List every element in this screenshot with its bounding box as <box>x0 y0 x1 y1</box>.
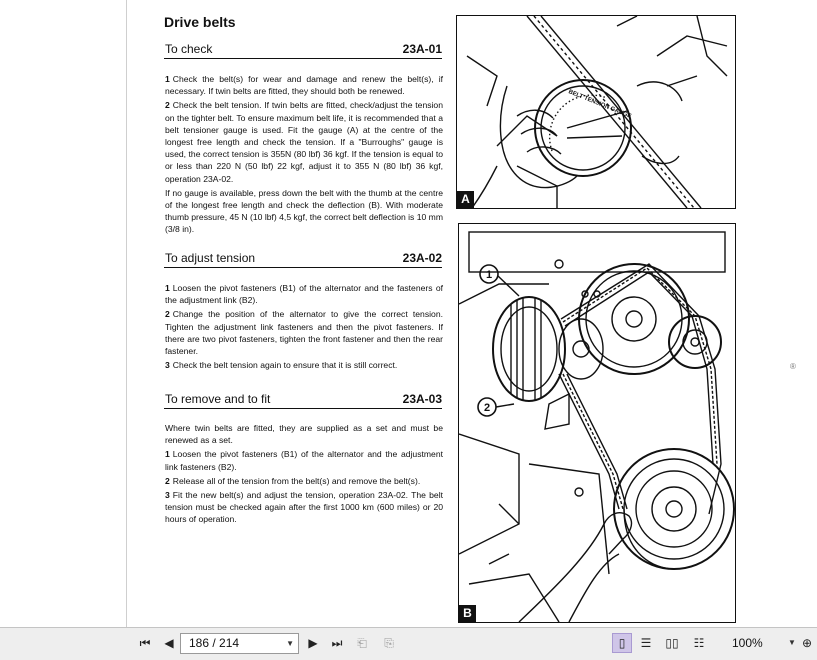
step-number: 3 <box>165 360 170 371</box>
next-page-icon[interactable]: ▶ <box>308 636 318 650</box>
section-title: To remove and to fit <box>165 392 271 406</box>
paragraph <box>165 282 443 306</box>
paragraph <box>165 99 443 184</box>
book-view-icon[interactable]: ☷ <box>693 636 705 650</box>
section-header-adjust-tension <box>164 249 442 268</box>
page-number-value: 186 / 214 <box>189 636 240 650</box>
page-number-field[interactable] <box>180 633 299 654</box>
paragraph-text: Where twin belts are fitted, they are supplied as a set and must be renewed as a set. <box>165 423 443 446</box>
paragraph <box>165 475 443 487</box>
step-number: 1 <box>165 74 170 84</box>
section-body-adjust-tension <box>165 282 443 373</box>
step-number: 1 <box>165 449 170 460</box>
paragraph-text: Check the belt tension again to ensure that it is still correct. <box>172 360 398 371</box>
paragraph <box>165 448 443 472</box>
step-number: 2 <box>165 475 170 486</box>
step-number: 3 <box>165 490 170 501</box>
paragraph-text: Loosen the pivot fasteners (B1) of the alternator and the adjustment link fasteners (B2). <box>165 449 443 472</box>
section-title: To adjust tension <box>165 251 256 265</box>
figure-b-alternator <box>458 223 736 623</box>
paragraph <box>165 187 443 236</box>
step-number: 2 <box>165 309 170 320</box>
paragraph-text: If no gauge is available, press down the belt with the thumb at the centre of the longest free length and check the deflection (B). With moderate thumb pressure, 45 N (10 lbf) 4,5 kgf, the correct belt deflection is 10 mm (3/8 in). <box>165 187 443 235</box>
step-number: 1 <box>165 283 170 293</box>
first-page-icon[interactable]: ⏮ <box>139 636 151 650</box>
paragraph <box>165 422 443 446</box>
section-title: To check <box>165 42 213 56</box>
page-title: Drive belts <box>164 14 236 30</box>
zoom-dropdown-icon[interactable]: ▼ <box>788 638 796 647</box>
margin-mark: ® <box>790 362 796 371</box>
figure-b-illustration <box>459 224 735 622</box>
paragraph <box>165 73 443 97</box>
paragraph-text: Release all of the tension from the belt(s) and remove the belt(s). <box>172 475 421 486</box>
history-back-icon[interactable]: ⎗ <box>357 636 367 650</box>
section-code: 23A-02 <box>402 251 442 265</box>
paragraph <box>165 489 443 526</box>
previous-page-icon[interactable]: ◀ <box>164 636 174 650</box>
paragraph-text: Change the position of the alternator to give the correct tension. Tighten the adjustment link fasteners and then the pivot fasteners. If there are two pivot fasteners, tighten the front fastener and then the rear fastener. <box>165 309 443 357</box>
figure-a-tag: A <box>457 191 474 208</box>
section-body-to-check <box>165 73 443 238</box>
step-number: 2 <box>165 100 170 111</box>
section-header-to-check <box>164 40 442 59</box>
chevron-down-icon[interactable]: ▼ <box>286 639 294 648</box>
single-page-view-icon[interactable]: ▯ <box>612 633 632 653</box>
history-forward-icon[interactable]: ⎘ <box>384 636 394 650</box>
paragraph-text: Loosen the pivot fasteners (B1) of the alternator and the fasteners of the adjustment link (B2). <box>165 283 443 306</box>
paragraph-text: Check the belt tension. If twin belts are fitted, check/adjust the tension on the tighter belt. To ensure maximum belt life, it is recommended that a belt tensioner gauge is used. Fit the gauge (A) at the centre of the longest free length and check the tension. If a "Burroughs" gauge is used, the correct tension is 355N (80 lbf) 36 kgf. If the tension is equal to or less than 220 N (50 lbf) 22 kgf, adjust it to 355 N (80 lbf) 36 kgf, operation 23A-02. <box>165 100 443 184</box>
zoom-level[interactable]: 100% <box>732 636 763 650</box>
last-page-icon[interactable]: ⏭ <box>331 636 343 650</box>
paragraph-text: Fit the new belt(s) and adjust the tension, operation 23A-02. The belt tension must be checked again after the first 1000 km (600 miles) or 20 hours of operation. <box>165 490 443 525</box>
left-blank-panel <box>0 0 127 627</box>
paragraph <box>165 359 443 371</box>
callout-1: 1 <box>485 269 493 281</box>
paragraph <box>165 308 443 357</box>
figure-a-gauge <box>456 15 736 209</box>
continuous-view-icon[interactable]: ☰ <box>640 636 652 650</box>
gauge-label: BELT TENSION GAUGE <box>567 89 632 120</box>
facing-pages-view-icon[interactable]: ▯▯ <box>665 636 679 650</box>
section-body-remove-fit <box>165 422 443 528</box>
figure-a-illustration <box>457 16 735 208</box>
callout-2: 2 <box>483 402 491 414</box>
zoom-in-icon[interactable]: ⊕ <box>801 636 813 650</box>
paragraph-text: Check the belt(s) for wear and damage and renew the belt(s), if necessary. If twin belts are fitted, they should both be renewed. <box>165 74 443 97</box>
section-header-remove-fit <box>164 390 442 409</box>
figure-b-tag: B <box>459 605 476 622</box>
section-code: 23A-03 <box>402 392 442 406</box>
section-code: 23A-01 <box>402 42 442 56</box>
